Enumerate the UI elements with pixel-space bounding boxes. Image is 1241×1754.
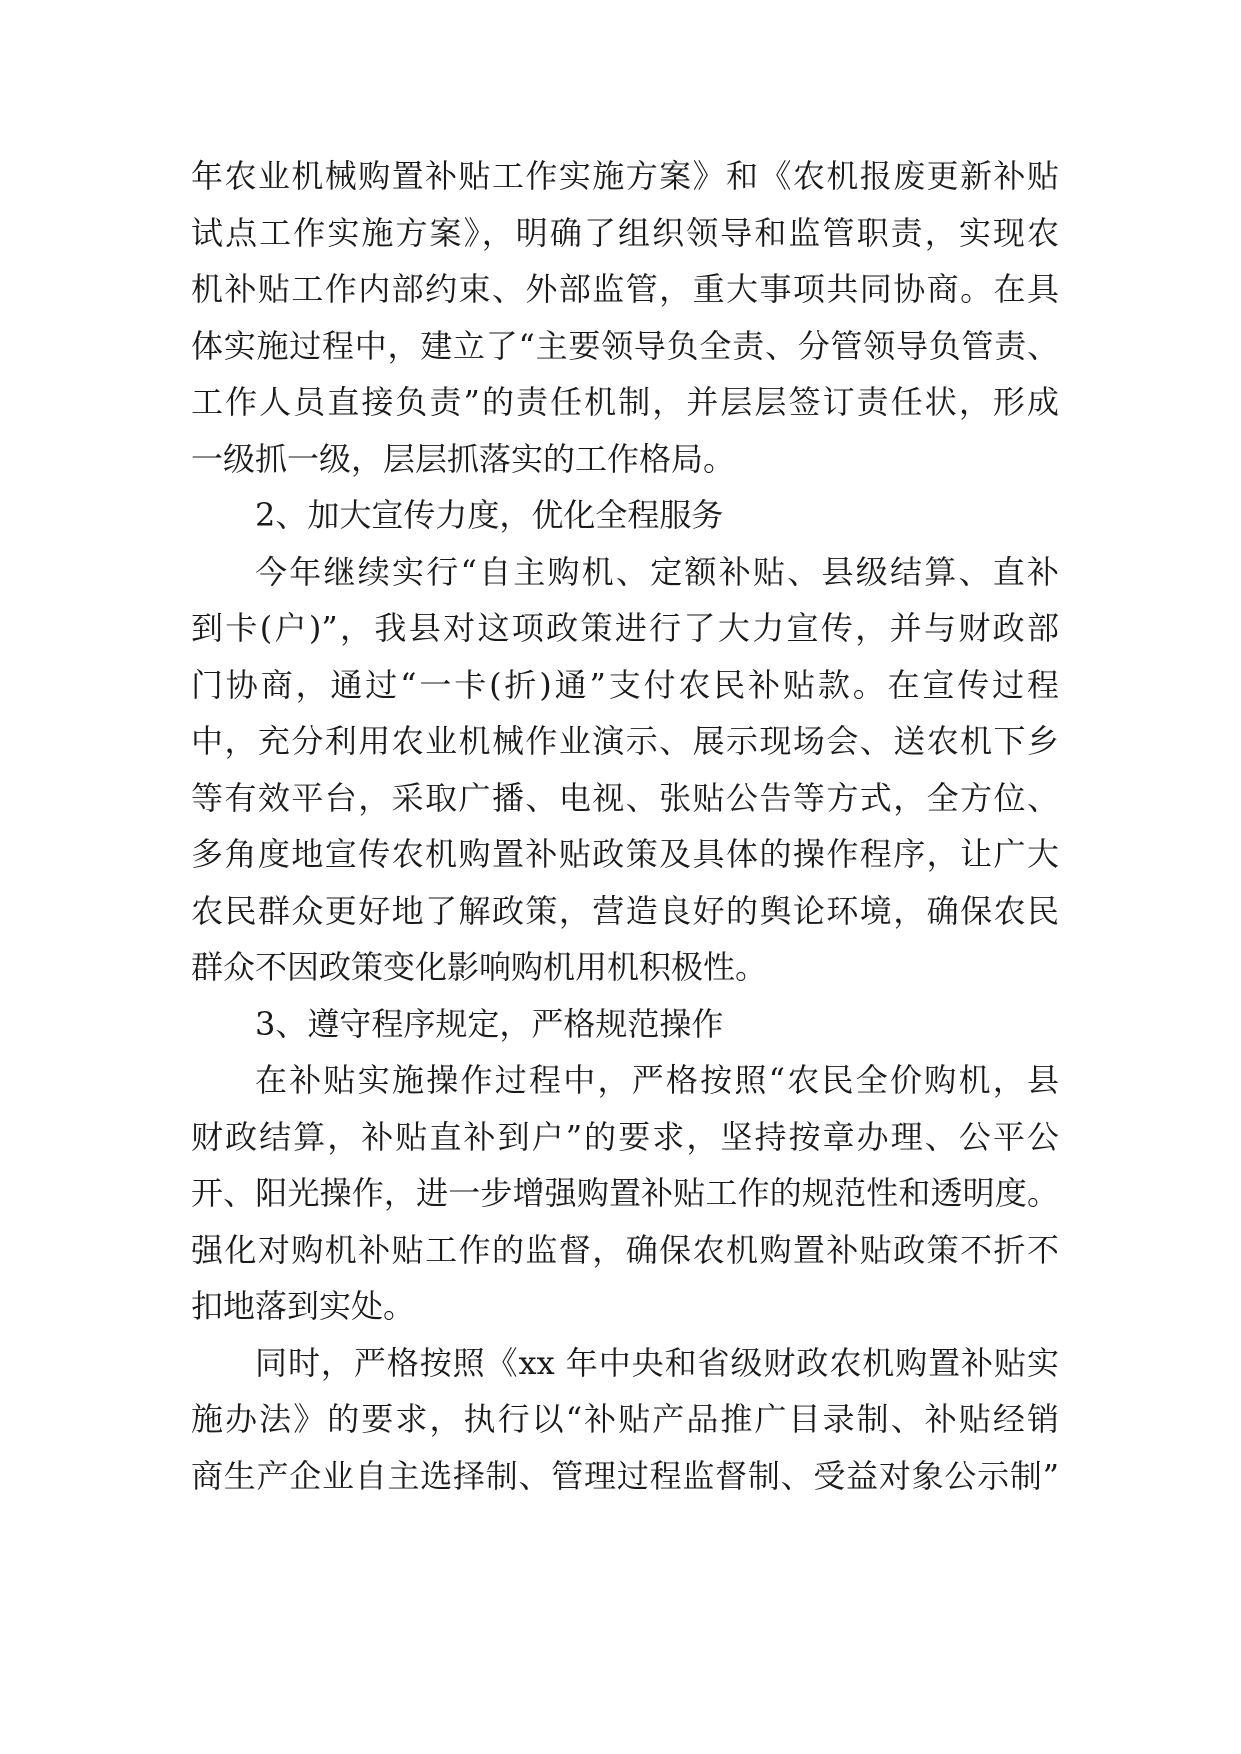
text-line: 到卡(户)”，我县对这项政策进行了大力宣传，并与财政部 — [191, 609, 1059, 647]
text-line: 在补贴实施操作过程中，严格按照“农民全价购机，县 — [255, 1061, 1059, 1099]
text-line: 体实施过程中，建立了“主要领导负全责、分管领导负管责、 — [191, 326, 1059, 365]
text-line: 开、阳光操作，进一步增强购置补贴工作的规范性和透明度。 — [191, 1174, 1059, 1212]
text-line: 年农业机械购置补贴工作实施方案》和《农机报废更新补贴 — [191, 157, 1059, 195]
text-line: 等有效平台，采取广播、电视、张贴公告等方式，全方位、 — [191, 778, 1059, 817]
text-line: 扣地落到实处。 — [191, 1287, 416, 1325]
text-line: 强化对购机补贴工作的监督，确保农机购置补贴政策不折不 — [191, 1230, 1059, 1269]
text-line: 中，充分利用农业机械作业演示、展示现场会、送农机下乡 — [191, 722, 1059, 760]
section-heading: 3、遵守程序规定，严格规范操作 — [255, 1004, 724, 1043]
text-line: 多角度地宣传农机购置补贴政策及具体的操作程序，让广大 — [191, 835, 1059, 873]
text-line: 财政结算，补贴直补到户”的要求，坚持按章办理、公平公 — [191, 1117, 1059, 1156]
text-line: 一级抓一级，层层抓落实的工作格局。 — [191, 439, 736, 478]
text-line: 试点工作实施方案》，明确了组织领导和监管职责，实现农 — [191, 213, 1059, 252]
text-line: 门协商，通过“一卡(折)通”支付农民补贴款。在宣传过程 — [191, 665, 1059, 704]
document-body — [191, 148, 1059, 1504]
text-line: 商生产企业自主选择制、管理过程监督制、受益对象公示制” — [191, 1456, 1059, 1495]
text-line: 群众不因政策变化影响购机用机积极性。 — [191, 948, 768, 986]
text-line: 工作人员直接负责”的责任机制，并层层签订责任状，形成 — [191, 383, 1059, 421]
text-line: 同时，严格按照《xx 年中央和省级财政农机购置补贴实 — [255, 1343, 1059, 1382]
text-line: 农民群众更好地了解政策，营造良好的舆论环境，确保农民 — [191, 891, 1059, 930]
text-line: 今年继续实行“自主购机、定额补贴、县级结算、直补 — [255, 552, 1059, 591]
section-heading: 2、加大宣传力度，优化全程服务 — [255, 496, 724, 534]
text-line: 施办法》的要求，执行以“补贴产品推广目录制、补贴经销 — [191, 1400, 1059, 1438]
text-line: 机补贴工作内部约束、外部监管，重大事项共同协商。在具 — [191, 270, 1059, 308]
